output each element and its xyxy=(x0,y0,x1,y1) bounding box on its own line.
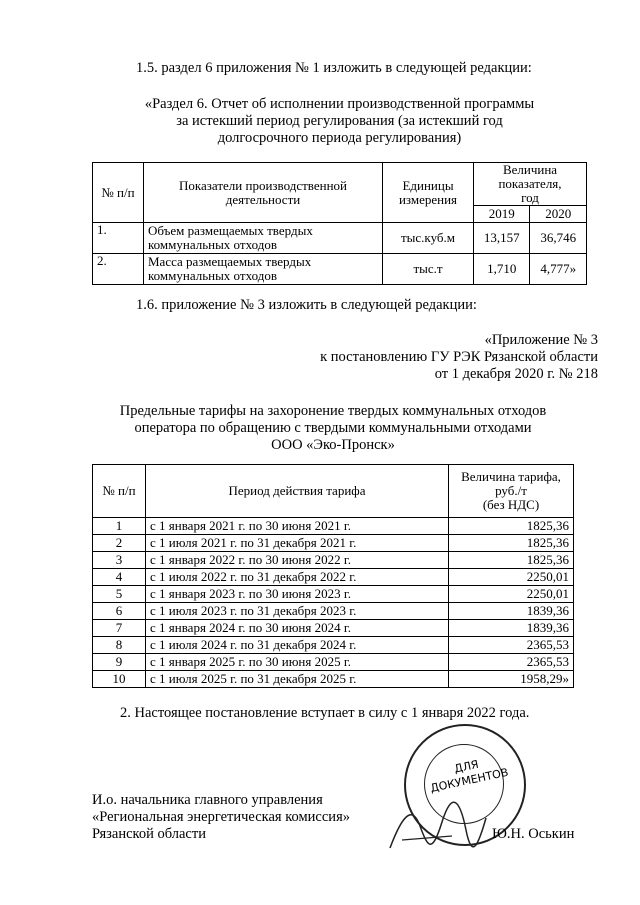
table-row: 10 с 1 июля 2025 г. по 31 декабря 2025 г. 1958,29» xyxy=(93,671,574,688)
section6-line2: за истекший период регулирования (за истекший год xyxy=(176,113,503,129)
section6-line1: «Раздел 6. Отчет об исполнении производственной программы xyxy=(144,96,535,112)
table-row: 9 с 1 января 2025 г. по 30 июня 2025 г. 2365,53 xyxy=(93,654,574,671)
signatory-position xyxy=(92,792,350,843)
t1-header-indicator: Показатели производственной деятельности xyxy=(144,163,383,223)
annex-line1: «Приложение № 3 xyxy=(484,332,598,348)
table-row: 7 с 1 января 2024 г. по 30 июня 2024 г. 1839,36 xyxy=(93,620,574,637)
t2-header-value: Величина тарифа, руб./т (без НДС) xyxy=(449,465,574,518)
signature-scribble xyxy=(382,796,492,856)
t1-header-num: № п/п xyxy=(93,163,144,223)
signatory-line1: И.о. начальника главного управления xyxy=(92,792,323,808)
tariffs-title xyxy=(92,403,574,454)
table-row: 4 с 1 июля 2022 г. по 31 декабря 2022 г. 2250,01 xyxy=(93,569,574,586)
tariffs-title-line2: оператора по обращению с твердыми коммунальными отходами xyxy=(134,420,532,436)
table-row: 6 с 1 июля 2023 г. по 31 декабря 2023 г. 1839,36 xyxy=(93,603,574,620)
annex-reference xyxy=(250,332,598,383)
t1-year-2020: 2020 xyxy=(530,206,587,223)
t1-header-units: Единицы измерения xyxy=(383,163,474,223)
paragraph-1-5: 1.5. раздел 6 приложения № 1 изложить в следующей редакции: xyxy=(136,60,532,76)
signatory-name: Ю.Н. Оськин xyxy=(492,826,575,842)
t2-header-period: Период действия тарифа xyxy=(146,465,449,518)
production-program-table xyxy=(92,162,587,285)
paragraph-1-6: 1.6. приложение № 3 изложить в следующей редакции: xyxy=(136,297,477,313)
signatory-line3: Рязанской области xyxy=(92,826,206,842)
table-row: 2. Масса размещаемых твердых коммунальных отходов тыс.т 1,710 4,777» xyxy=(93,254,587,285)
paragraph-2: 2. Настоящее постановление вступает в силу с 1 января 2022 года. xyxy=(120,705,530,721)
t1-year-2019: 2019 xyxy=(474,206,530,223)
table-row: 1 с 1 января 2021 г. по 30 июня 2021 г. 1825,36 xyxy=(93,518,574,535)
table-row: 1. Объем размещаемых твердых коммунальных отходов тыс.куб.м 13,157 36,746 xyxy=(93,223,587,254)
stamp-text: ДЛЯ ДОКУМЕНТОВ xyxy=(429,757,510,795)
table-row: 3 с 1 января 2022 г. по 30 июня 2022 г. 1825,36 xyxy=(93,552,574,569)
tariffs-title-line3: ООО «Эко-Пронск» xyxy=(271,437,395,453)
signatory-line2: «Региональная энергетическая комиссия» xyxy=(92,809,350,825)
section6-heading xyxy=(92,96,587,147)
tariffs-table xyxy=(92,464,574,688)
annex-line2: к постановлению ГУ РЭК Рязанской области xyxy=(320,349,598,365)
tariffs-title-line1: Предельные тарифы на захоронение твердых коммунальных отходов xyxy=(119,403,547,419)
annex-line3: от 1 декабря 2020 г. № 218 xyxy=(434,366,598,382)
table-row: 2 с 1 июля 2021 г. по 31 декабря 2021 г. 1825,36 xyxy=(93,535,574,552)
table-row: 5 с 1 января 2023 г. по 30 июня 2023 г. 2250,01 xyxy=(93,586,574,603)
table-row: 8 с 1 июля 2024 г. по 31 декабря 2024 г. 2365,53 xyxy=(93,637,574,654)
t1-header-value: Величина показателя, год xyxy=(474,163,587,206)
t2-header-num: № п/п xyxy=(93,465,146,518)
section6-line3: долгосрочного периода регулирования) xyxy=(217,130,462,146)
